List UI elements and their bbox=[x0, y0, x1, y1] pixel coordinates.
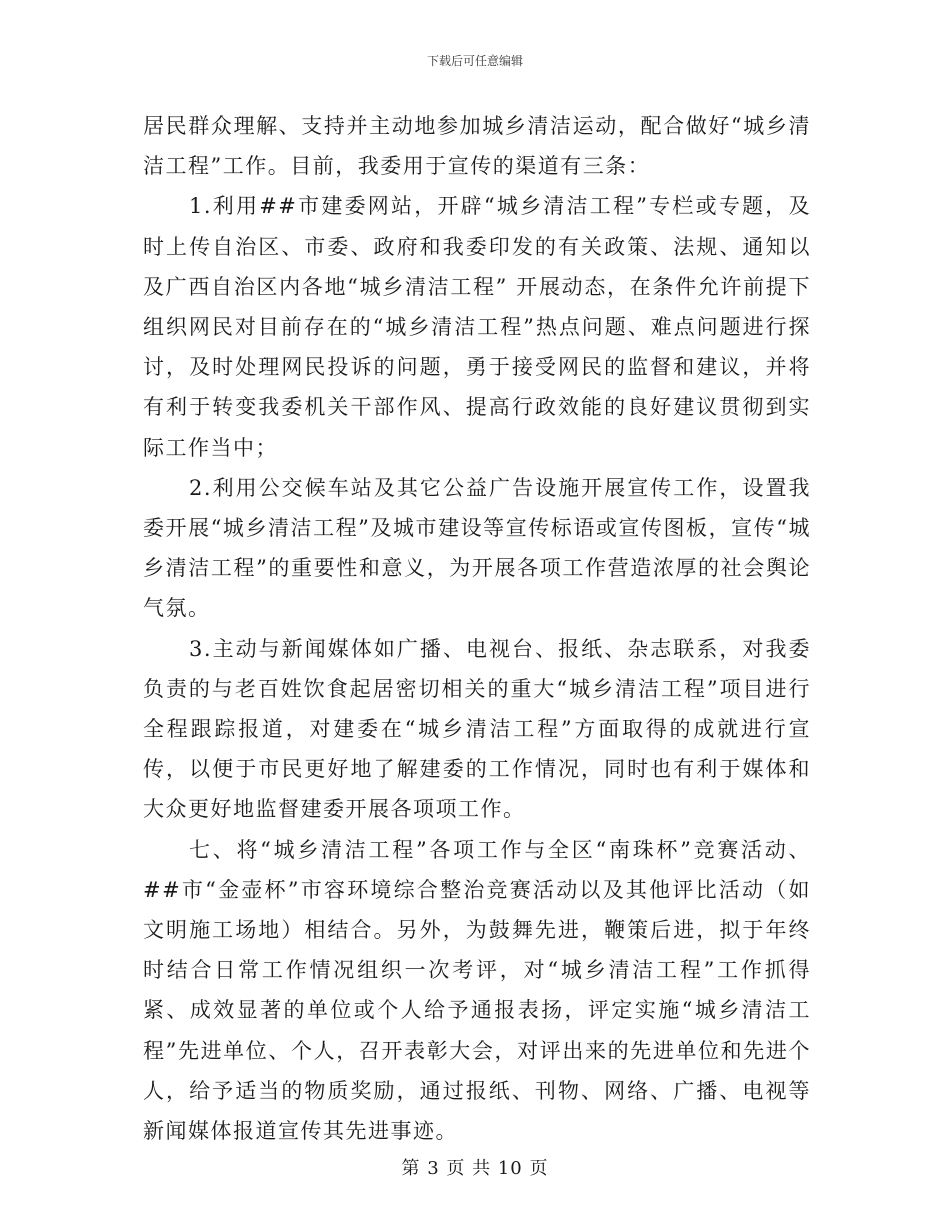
page-number-footer: 第 3 页 共 10 页 bbox=[401, 1158, 549, 1179]
paragraph-continuation: 居民群众理解、支持并主动地参加城乡清洁运动，配合做好“城乡清洁工程”工作。目前，我委用于宣传的渠道有三条： bbox=[143, 114, 811, 179]
paragraph-item-3: 3.主动与新闻媒体如广播、电视台、报纸、杂志联系，对我委负责的与老百姓饮食起居密切相关的重大“城乡清洁工程”项目进行全程跟踪报道，对建委在“城乡清洁工程”方面取得的成就进行宣传，以便于市民更好地了解建委的工作情况，同时也有利于媒体和大众更好地监督建委开展各项项工作。 bbox=[143, 636, 811, 822]
paragraph-section-7: 七、将“城乡清洁工程”各项工作与全区“南珠杯”竞赛活动、##市“金壶杯”市容环境综合整治竞赛活动以及其他评比活动（如文明施工场地）相结合。另外，为鼓舞先进，鞭策后进，拟于年终时结合日常工作情况组织一次考评，对“城乡清洁工程”工作抓得紧、成效显著的单位或个人给予通报表扬，评定实施“城乡清洁工程”先进单位、个人，召开表彰大会，对评出来的先进单位和先进个人，给予适当的物质奖励，通过报纸、刊物、网络、广播、电视等新闻媒体报道宣传其先进事迹。 bbox=[143, 837, 811, 1144]
page-header: 下载后可任意编辑 bbox=[426, 54, 523, 68]
paragraph-item-2: 2.利用公交候车站及其它公益广告设施开展宣传工作，设置我委开展“城乡清洁工程”及城市建设等宣传标语或宣传图板，宣传“城乡清洁工程”的重要性和意义，为开展各项工作营造浓厚的社会舆论气氛。 bbox=[143, 475, 811, 621]
paragraph-item-1: 1.利用##市建委网站，开辟“城乡清洁工程”专栏或专题，及时上传自治区、市委、政府和我委印发的有关政策、法规、通知以及广西自治区内各地“城乡清洁工程” 开展动态，在条件允许前提下组织网民对目前存在的“城乡清洁工程”热点问题、难点问题进行探讨，及时处理网民投诉的问题，勇于接受网民的监督和建议，并将有利于转变我委机关干部作风、提高行政效能的良好建议贯彻到实际工作当中； bbox=[143, 194, 811, 460]
document-body bbox=[143, 106, 811, 1151]
